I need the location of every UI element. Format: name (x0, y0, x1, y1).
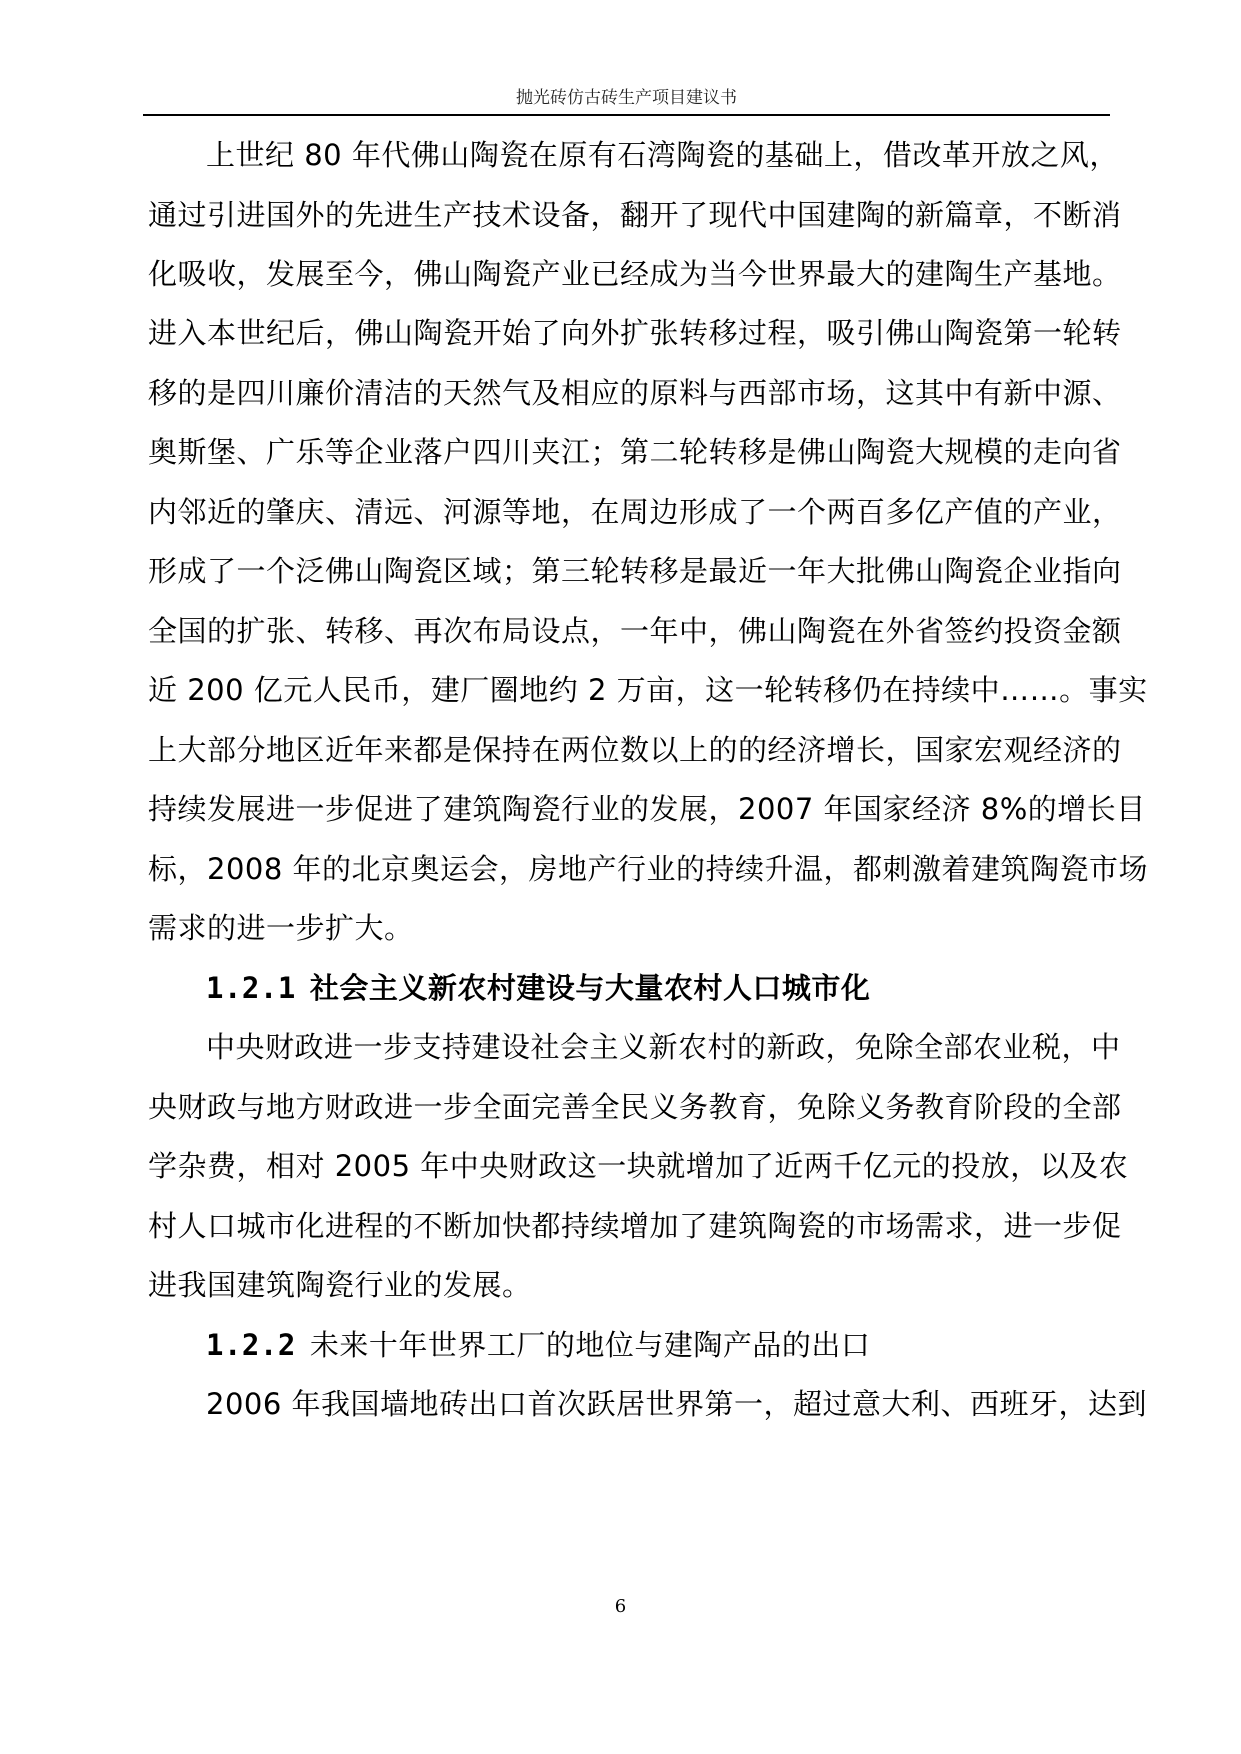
body-line: 村人口城市化进程的不断加快都持续增加了建筑陶瓷的市场需求，进一步促 (148, 1209, 1122, 1243)
body-line: 移的是四川廉价清洁的天然气及相应的原料与西部市场，这其中有新中源、 (148, 376, 1122, 410)
body-line: 全国的扩张、转移、再次布局设点，一年中，佛山陶瓷在外省签约投资金额 (148, 614, 1122, 648)
body-line: 进我国建筑陶瓷行业的发展。 (148, 1268, 532, 1302)
body-line: 需求的进一步扩大。 (148, 911, 414, 945)
body-line: 学杂费，相对 2005 年中央财政这一块就增加了近两千亿元的投放，以及农 (148, 1149, 1129, 1183)
body-line: 近 200 亿元人民币，建厂圈地约 2 万亩，这一轮转移仍在持续中……。事实 (148, 673, 1148, 707)
body-line: 进入本世纪后，佛山陶瓷开始了向外扩张转移过程，吸引佛山陶瓷第一轮转 (148, 316, 1122, 350)
running-header: 抛光砖仿古砖生产项目建议书 (516, 88, 737, 108)
section-number: 1.2.2 (206, 1328, 296, 1362)
body-line: 央财政与地方财政进一步全面完善全民义务教育，免除义务教育阶段的全部 (148, 1090, 1122, 1124)
section-heading-1-2-2 (206, 1325, 1110, 1365)
body-line: 通过引进国外的先进生产技术设备，翻开了现代中国建陶的新篇章，不断消 (148, 198, 1122, 232)
page-number: 6 (614, 1596, 627, 1617)
body-line: 中央财政进一步支持建设社会主义新农村的新政，免除全部农业税，中 (206, 1030, 1121, 1064)
section-number: 1.2.1 (206, 971, 296, 1005)
body-line: 上大部分地区近年来都是保持在两位数以上的的经济增长，国家宏观经济的 (148, 733, 1122, 767)
body-line: 2006 年我国墙地砖出口首次跃居世界第一，超过意大利、西班牙，达到 (206, 1387, 1148, 1421)
body-line: 奥斯堡、广乐等企业落户四川夹江；第二轮转移是佛山陶瓷大规模的走向省 (148, 435, 1122, 469)
section-heading-1-2-1 (206, 968, 1110, 1008)
body-line: 上世纪 80 年代佛山陶瓷在原有石湾陶瓷的基础上，借改革开放之风， (206, 138, 1119, 172)
body-line: 标，2008 年的北京奥运会，房地产行业的持续升温，都刺激着建筑陶瓷市场 (148, 852, 1149, 886)
header-rule (143, 114, 1110, 116)
body-line: 持续发展进一步促进了建筑陶瓷行业的发展，2007 年国家经济 8%的增长目 (148, 792, 1146, 826)
section-title: 未来十年世界工厂的地位与建陶产品的出口 (309, 1328, 871, 1362)
section-title: 社会主义新农村建设与大量农村人口城市化 (309, 971, 871, 1005)
body-line: 形成了一个泛佛山陶瓷区域；第三轮转移是最近一年大批佛山陶瓷企业指向 (148, 554, 1122, 588)
body-line: 内邻近的肇庆、清远、河源等地，在周边形成了一个两百多亿产值的产业， (148, 495, 1122, 529)
body-line: 化吸收，发展至今，佛山陶瓷产业已经成为当今世界最大的建陶生产基地。 (148, 257, 1122, 291)
